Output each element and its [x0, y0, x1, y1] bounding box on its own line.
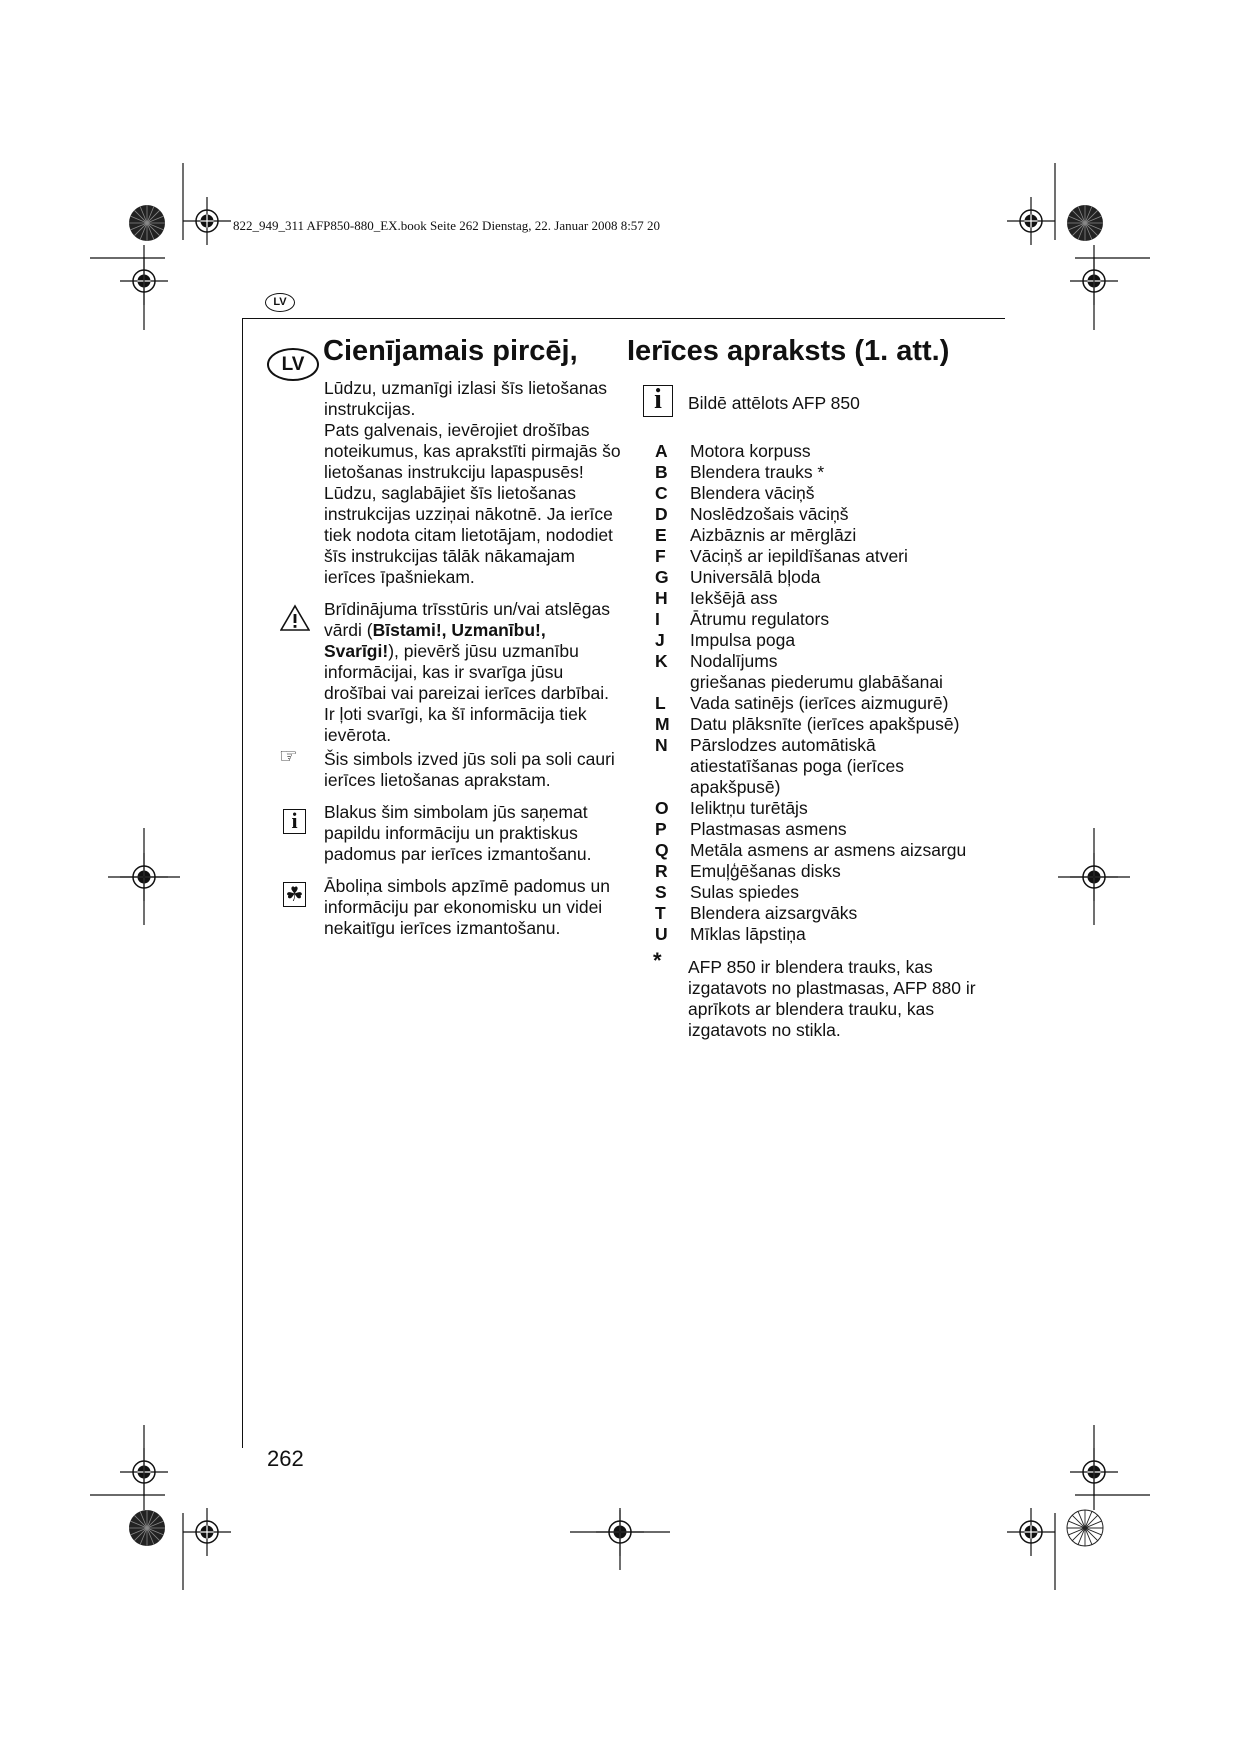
greeting-heading: Cienījamais pircēj, [323, 335, 578, 367]
part-letter: G [655, 567, 669, 587]
list-item [655, 567, 966, 588]
step-text: Šis simbols izved jūs soli pa soli cauri ierīces lietošanas aprakstam. [324, 749, 615, 790]
list-item [655, 714, 966, 735]
page-number: 262 [267, 1446, 304, 1471]
language-marker-small: LV [265, 293, 295, 312]
part-label: Noslēdzošais vāciņš [690, 504, 849, 524]
part-label: Universālā bļoda [690, 567, 821, 587]
part-label: Datu plāksnīte (ierīces apakšpusē) [690, 714, 960, 734]
list-item [655, 861, 966, 882]
clover-icon: ☘ [283, 882, 306, 907]
figure-note: Bildē attēlots AFP 850 [688, 393, 860, 413]
footnote-marker: * [653, 948, 662, 973]
warning-text-start: Brīdinājuma trīsstūris un/vai atslēgas vārdi ( [324, 599, 610, 640]
list-item [655, 735, 966, 798]
part-label: Vada satinējs (ierīces aizmugurē) [690, 693, 949, 713]
list-item [655, 609, 966, 630]
part-label: Ieliktņu turētājs [690, 798, 808, 818]
intro-paragraph-2: Pats galvenais, ievērojiet drošības noteikumus, kas aprakstīti pirmajās šo lietošanas instrukciju lapaspusēs! [324, 420, 621, 482]
part-label: Vāciņš ar iepildīšanas atveri [690, 546, 908, 566]
part-letter: I [655, 609, 660, 629]
part-letter: S [655, 882, 667, 902]
part-letter: L [655, 693, 666, 713]
list-item [655, 924, 966, 945]
part-label: Aizbāznis ar mērglāzi [690, 525, 857, 545]
part-label: Sulas spiedes [690, 882, 799, 902]
part-letter: H [655, 588, 668, 608]
list-item [655, 462, 966, 483]
part-letter: D [655, 504, 668, 524]
part-letter: Q [655, 840, 669, 860]
part-label: Mīklas lāpstiņa [690, 924, 806, 944]
book-file-info: 822_949_311 AFP850-880_EX.book Seite 262 Dienstag, 22. Januar 2008 8:57 20 [233, 218, 661, 233]
intro-text [324, 378, 624, 588]
eco-text: Āboliņa simbols apzīmē padomus un informāciju par ekonomisku un videi nekaitīgu ierīces izmantošanu. [324, 876, 610, 938]
part-letter: P [655, 819, 667, 839]
part-letter: U [655, 924, 668, 944]
margin-rule [242, 318, 243, 1448]
list-item [655, 819, 966, 840]
intro-paragraph-3: Lūdzu, saglabājiet šīs lietošanas instrukcijas uzziņai nākotnē. Ja ierīce tiek nodota citam lietotājam, nododiet šīs instrukcijas tālāk nākamajam ierīces īpašniekam. [324, 483, 613, 587]
list-item [655, 525, 966, 546]
part-label: Plastmasas asmens [690, 819, 847, 839]
part-letter: J [655, 630, 665, 650]
language-badge: LV [267, 348, 319, 381]
list-item [655, 441, 966, 462]
part-label: Pārslodzes automātiskā atiestatīšanas poga (ierīces apakšpusē) [690, 735, 905, 797]
list-item [655, 588, 966, 609]
list-item [655, 546, 966, 567]
warning-keywords: Bīstami!, Uzmanību!, Svarīgi! [324, 620, 546, 661]
part-label: Motora korpuss [690, 441, 811, 461]
pointing-hand-icon: ☞ [279, 744, 298, 768]
part-letter: B [655, 462, 668, 482]
warning-triangle-icon [280, 604, 310, 632]
list-item [655, 882, 966, 903]
parts-list [655, 441, 966, 945]
info-icon: i [283, 809, 306, 834]
list-item [655, 630, 966, 651]
part-label: Ātrumu regulators [690, 609, 830, 629]
info-icon-large: i [643, 385, 673, 417]
part-label: Iekšējā ass [690, 588, 778, 608]
list-item [655, 651, 966, 693]
part-letter: M [655, 714, 670, 734]
part-label: Blendera vāciņš [690, 483, 815, 503]
header-rule [242, 318, 1005, 319]
part-label: Emuļģēšanas disks [690, 861, 841, 881]
part-letter: C [655, 483, 668, 503]
list-item [655, 798, 966, 819]
list-item [655, 483, 966, 504]
list-item [655, 504, 966, 525]
list-item [655, 903, 966, 924]
intro-paragraph-1: Lūdzu, uzmanīgi izlasi šīs lietošanas instrukcijas. [324, 378, 608, 419]
part-letter: E [655, 525, 667, 545]
part-letter: A [655, 441, 668, 461]
info-text: Blakus šim simbolam jūs saņemat papildu informāciju un praktiskus padomus par ierīces izmantošanu. [324, 802, 592, 864]
list-item [655, 840, 966, 861]
part-letter: F [655, 546, 666, 566]
warning-text-end: ), pievērš jūsu uzmanību informācijai, kas ir svarīga jūsu drošībai vai pareizai ierīces darbībai. Ir ļoti svarīgi, ka šī informācija tiek ievērota. [324, 641, 610, 745]
part-letter: N [655, 735, 668, 755]
device-description-heading: Ierīces apraksts (1. att.) [627, 335, 950, 367]
part-letter: R [655, 861, 668, 881]
part-label: Metāla asmens ar asmens aizsargu [690, 840, 967, 860]
part-label: Blendera trauks * [690, 462, 825, 482]
part-letter: O [655, 798, 669, 818]
part-label: Blendera aizsargvāks [690, 903, 858, 923]
footnote-text: AFP 850 ir blendera trauks, kas izgatavots no plastmasas, AFP 880 ir aprīkots ar blendera trauku, kas izgatavots no stikla. [688, 957, 976, 1040]
part-letter: K [655, 651, 668, 671]
part-label: Impulsa poga [690, 630, 796, 650]
warning-text [324, 599, 624, 746]
list-item [655, 693, 966, 714]
part-label: Nodalījums griešanas piederumu glabāšanai [690, 651, 943, 692]
part-letter: T [655, 903, 666, 923]
